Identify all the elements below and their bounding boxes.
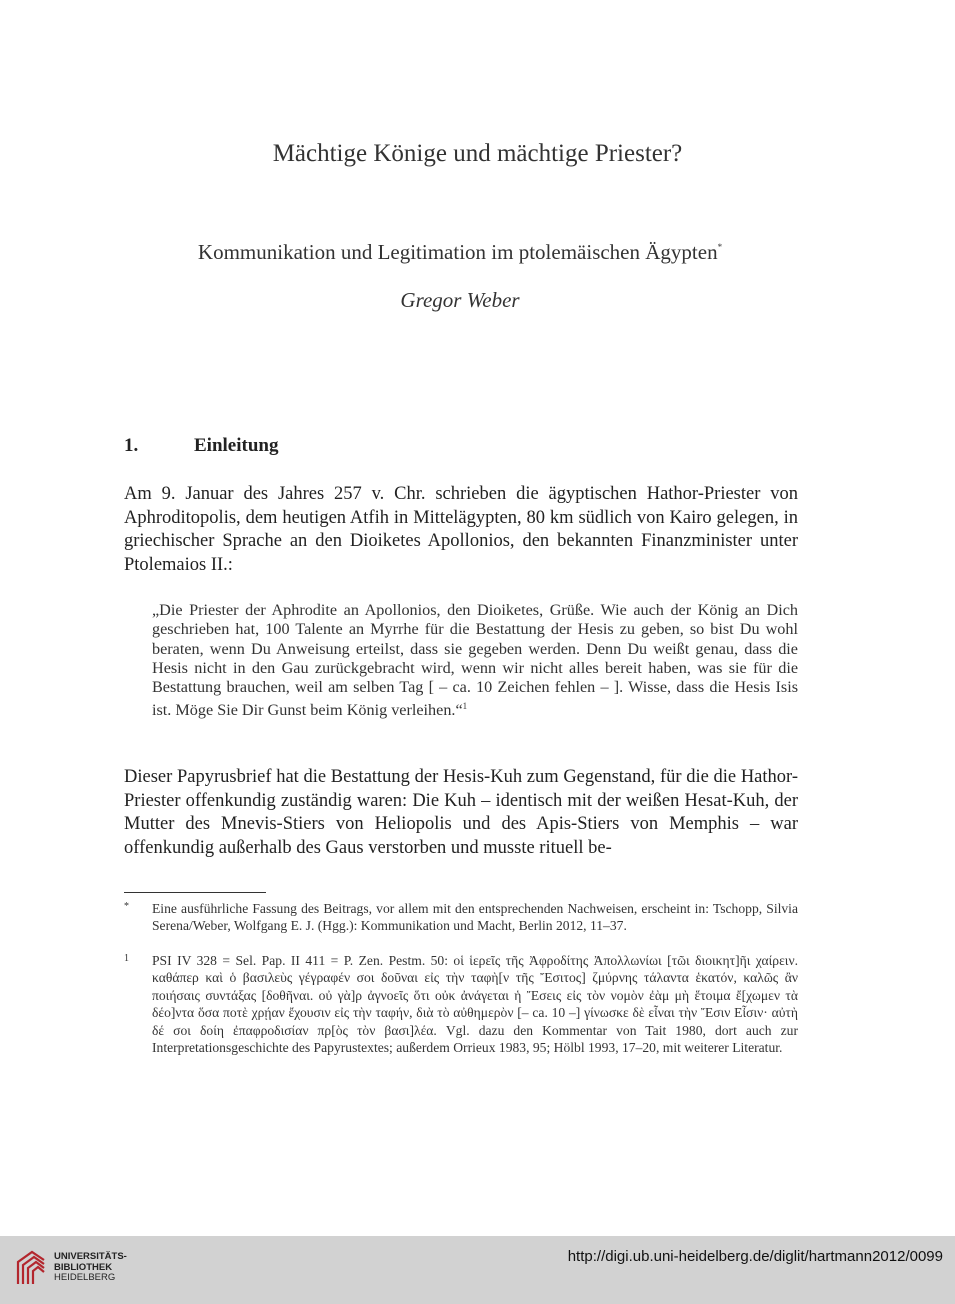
body-paragraph-1: Am 9. Januar des Jahres 257 v. Chr. schrieben die ägyptischen Hathor-Priester von Aphroditopolis, dem heutigen Atfih in Mittelägypten, 80 km südlich von Kairo gelegen, in griechischer Sprache an den Dioiketes Apollonios, den bekannten Finanzminister unter Ptolemaios II.:	[124, 484, 798, 575]
footnote-text: Eine ausführliche Fassung des Beitrags, vor allem mit den entsprechenden Nachweisen, erscheint in: Tschopp, Silvia Serena/Weber, Wolfgang E. J. (Hgg.): Kommunikation und Macht, Berlin 2012, 11–37.	[152, 901, 798, 934]
page-title: Mächtige Könige und mächtige Priester?	[272, 140, 683, 167]
footer-bar	[0, 1236, 955, 1304]
quote-footnote-mark: 1	[462, 701, 468, 712]
body-paragraph-2: Dieser Papyrusbrief hat die Bestattung der Hesis-Kuh zum Gegenstand, für die die Hathor-Priester offenkundig zuständig waren: Die Kuh – identisch mit der weißen Hesat-Kuh, der Mutter des Mnevis-Stiers von Heliopolis und des Apis-Stiers von Memphis – war offenkundig außerhalb des Gaus verstorben und musste rituell be-	[124, 767, 798, 858]
subtitle	[0, 240, 920, 265]
footnote-star	[124, 900, 798, 935]
quote-text: „Die Priester der Aphrodite an Apollonios, den Dioiketes, Grüße. Wie auch der König an Dich geschrieben hat, 100 Talente an Myrrhe für die Bestattung der Hesis zu geben, so bist Du wohl beraten, wenn Du Anweisung erteilst, dass sie gegeben werden. Denn Du weißt genau, dass die Hesis nicht in den Gau zurückgebracht wird, wenn wir nicht alles bereit haben, was sie für die Bestattung brauchen, weil am selben Tag [ – ca. 10 Zeichen fehlen – ]. Wisse, dass die Hesis Isis ist. Möge Sie Dir Gunst beim König verleihen.“	[152, 601, 798, 720]
permalink-url[interactable]: http://digi.ub.uni-heidelberg.de/diglit/hartmann2012/0099	[567, 1248, 943, 1265]
block-quote	[152, 601, 798, 721]
footnote-text: PSI IV 328 = Sel. Pap. II 411 = P. Zen. Pestm. 50: οἱ ἱερεῖς τῆς Ἀφροδίτης Ἀπολλωνίωι [τῶι διοικητ]ῆι χαίρειν. καθάπερ καὶ ὁ βασιλεὺς γέγραφέν σοι δοῦναι εἰς τὴν ταφὴ[ν τῆς Ἔσιτος] ζμύρνης τάλαντα ἑκατόν, καλῶς ἂν ποιήσαις συντάξας [δοθῆναι. οὐ γὰ]ρ ἀγνοεῖς ὅτι οὐκ ἀνάγεται ἡ Ἔσεις εἰς τὸν νομὸν ἐὰμ μὴ ἕτοιμα ἔ[χωμεν τὰ δέο]ντα ὅσα ποτὲ χρῄαν ἔχουσιν εἰς τὴν ταφήν, διὰ τὸ αὐθημερὸν [– ca. 10 –] γίνωσκε δὲ εἶναι τὴν Ἔσιν Εἶσιν· αὐτὴ δέ σοι δοίη ἐπαφροδισίαν πρ[ὸς τὸν βασι]λέα. Vgl. dazu den Kommentar von Tait 1980, dort auch zur Interpretationsgeschichte des Papyrustextes; außerdem Orrieux 1983, 95; Hölbl 1993, 17–20, mit weiterer Literatur.	[152, 953, 798, 1056]
footnote-1	[124, 952, 798, 1056]
section-number: 1.	[124, 435, 139, 456]
footnote-divider	[124, 892, 266, 893]
library-logo-icon[interactable]	[10, 1248, 50, 1288]
section-title: Einleitung	[194, 435, 279, 456]
library-name-line2: BIBLIOTHEK	[54, 1261, 113, 1273]
author-name: Gregor Weber	[400, 288, 520, 312]
section-heading	[124, 435, 278, 457]
footnote-mark: 1	[124, 953, 129, 964]
subtitle-text: Kommunikation und Legitimation im ptolemäischen Ägypten	[197, 240, 718, 264]
footnote-mark: *	[124, 901, 129, 912]
subtitle-footnote-mark: *	[717, 242, 723, 252]
library-name[interactable]	[54, 1252, 127, 1284]
library-name-line1: UNIVERSITÄTS-	[54, 1251, 127, 1262]
library-name-line3: HEIDELBERG	[54, 1272, 116, 1283]
